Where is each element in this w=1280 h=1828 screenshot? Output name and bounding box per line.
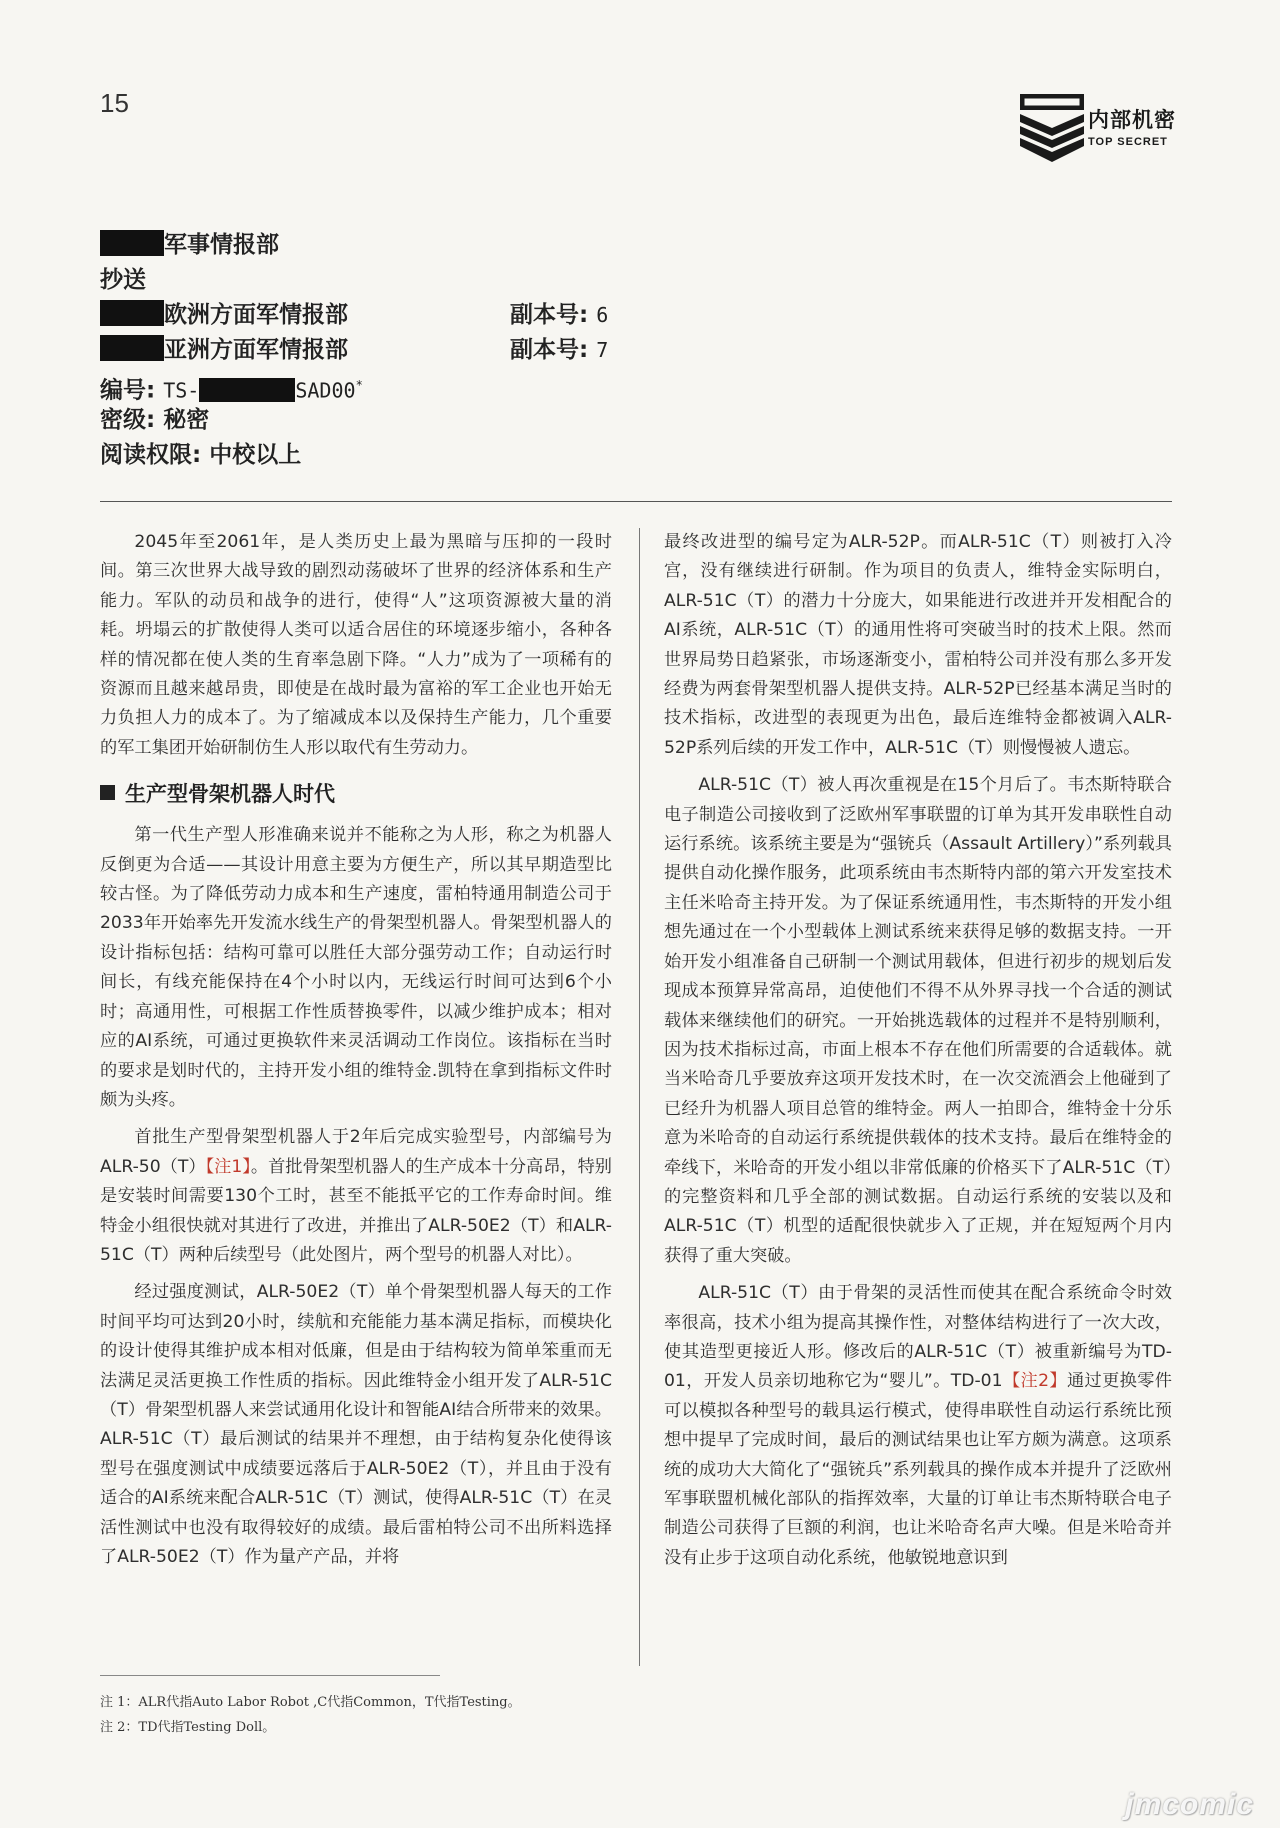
document-header xyxy=(100,228,620,473)
paragraph xyxy=(664,1279,1172,1573)
paragraph: 2045年至2061年，是人类历史上最为黑暗与压抑的一段时间。第三次世界大战导致的剧烈动荡破坏了世界的经济体系和生产能力。军队的动员和战争的进行，使得“人”这项资源被大量的消耗。坍塌云的扩散使得人类可以适合居住的环境逐步缩小，各种各样的情况都在使人类的生育率急剧下降。“人力”成为了一项稀有的资源而且越来越昂贵，即使是在战时最为富裕的军工企业也开始无力负担人力的成本了。为了缩减成本以及保持生产能力，几个重要的军工集团开始研制仿生人形以取代有生劳动力。 xyxy=(100,532,612,758)
top-secret-emblem-icon xyxy=(1018,92,1086,164)
top-secret-logo xyxy=(1088,104,1176,148)
paragraph-text: 首批生产型骨架型机器人于2年后完成实验型号，内部编号为ALR-50（T） xyxy=(100,1127,612,1177)
classification-line: 密级: 秘密 xyxy=(100,407,210,433)
section-heading-text: 生产型骨架机器人时代 xyxy=(125,782,335,807)
cc-asia-line xyxy=(100,333,620,368)
copy-label: 副本号: xyxy=(510,337,589,363)
paragraph-text: 。首批骨架型机器人的生产成本十分高昂，特别是安装时间需要130个工时，甚至不能抵平它的工作寿命时间。维特金小组很快就对其进行了改进，并推出了ALR-50E2（T）和ALR-51C（T）两种后续型号（此处图片，两个型号的机器人对比）。 xyxy=(100,1156,612,1265)
recipient-line xyxy=(100,228,620,263)
page-number: 15 xyxy=(100,88,129,118)
watermark: jmcomic xyxy=(1125,1788,1254,1821)
paragraph-text: ALR-51C（T）由于骨架的灵活性而使其在配合系统命令时效率很高，技术小组为提高其操作性，对整体结构进行了一次大改，使其造型更接近人形。修改后的ALR-51C（T）被重新编号为TD-01，开发人员亲切地称它为“婴儿”。TD-01 xyxy=(664,1283,1172,1392)
redaction-bar xyxy=(199,378,295,402)
black-square-icon xyxy=(100,785,115,800)
paragraph: 经过强度测试，ALR-50E2（T）单个骨架型机器人每天的工作时间平均可达到20小时，续航和充能能力基本满足指标，而模块化的设计使得其维护成本相对低廉，但是由于结构较为简单笨重而无法满足灵活更换工作性质的指标。因此维特金小组开发了ALR-51C（T）骨架型机器人来尝试通用化设计和智能AI结合所带来的效果。ALR-51C（T）最后测试的结果并不理想，由于结构复杂化使得该型号在强度测试中成绩要远落后于ALR-50E2（T），并且由于没有适合的AI系统来配合ALR-51C（T）测试，使得ALR-51C（T）在灵活性测试中也没有取得较好的成绩。最后雷柏特公司不出所料选择了ALR-50E2（T）作为量产产品，并将 xyxy=(100,1282,612,1567)
redaction-bar xyxy=(100,335,164,361)
number-suffix: SAD00 xyxy=(295,378,356,403)
footnotes xyxy=(100,1690,521,1740)
cc-line xyxy=(100,263,620,298)
number-prefix: TS- xyxy=(163,378,200,403)
recipient-name: 军事情报部 xyxy=(164,232,279,258)
copy-number: 7 xyxy=(596,338,609,362)
access-line: 阅读权限: 中校以上 xyxy=(100,442,302,468)
logo-en-text: TOP SECRET xyxy=(1088,136,1168,148)
paragraph: ALR-51C（T）被人再次重视是在15个月后了。韦杰斯特联合电子制造公司接收到了泛欧州军事联盟的订单为其开发串联性自动运行系统。该系统主要是为“强铳兵（Assault Artillery）”系列载具提供自动化操作服务，此项系统由韦杰斯特内部的第六开发室技术主任米哈奇主持开发。为了保证系统通用性，韦杰斯特的开发小组想先通过在一个小型载体上测试系统来获得足够的数据支持。一开始开发小组准备自己研制一个测试用载体，但进行初步的规划后发现成本预算异常高昂，迫使他们不得不从外界寻找一个合适的测试载体来继续他们的研究。一开始挑选载体的过程并不是特别顺利，因为技术指标过高，市面上根本不存在他们所需要的合适载体。就当米哈奇几乎要放弃这项开发技术时，在一次交流酒会上他碰到了已经升为机器人项目总管的维特金。两人一拍即合，维特金十分乐意为米哈奇的自动运行系统提供载体的技术支持。最后在维特金的牵线下，米哈奇的开发小组以非常低廉的价格买下了ALR-51C（T）的完整资料和几乎全部的测试数据。自动运行系统的安装以及和ALR-51C（T）机型的适配很快就步入了正规，并在短短两个月内获得了重大突破。 xyxy=(664,775,1172,1266)
paragraph-text: 通过更换零件可以模拟各种型号的载具运行模式，使得串联性自动运行系统比预想中提早了完成时间，最后的测试结果也让军方颇为满意。这项系统的成功大大简化了“强铳兵”系列载具的操作成本并提升了泛欧州军事联盟机械化部队的指挥效率，大量的订单让韦杰斯特联合电子制造公司获得了巨额的利润，也让米哈奇名声大噪。但是米哈奇并没有止步于这项自动化系统，他敏锐地意识到 xyxy=(664,1371,1172,1568)
column-divider xyxy=(639,528,640,1666)
footnote-1: 注 1：ALR代指Auto Labor Robot ,C代指Common，T代指Testing。 xyxy=(100,1695,521,1710)
paragraph: 第一代生产型人形准确来说并不能称之为人形，称之为机器人反倒更为合适——其设计用意主要为方便生产，所以其早期造型比较古怪。为了降低劳动力成本和生产速度，雷柏特通用制造公司于2033年开始率先开发流水线生产的骨架型机器人。骨架型机器人的设计指标包括：结构可靠可以胜任大部分强劳动工作；自动运行时间长，有线充能保持在4个小时以内，无线运行时间可达到6个小时；高通用性，可根据工作性质替换零件，以减少维护成本；相对应的AI系统，可通过更换软件来灵活调动工作岗位。该指标在当时的要求是划时代的，主持开发小组的维特金.凯特在拿到指标文件时颇为头疼。 xyxy=(100,825,612,1110)
copy-number: 6 xyxy=(596,303,609,327)
paragraph xyxy=(100,1123,612,1270)
footnote-2: 注 2：TD代指Testing Doll。 xyxy=(100,1720,276,1735)
number-label: 编号: xyxy=(100,377,156,404)
footnote-ref-1: 【注1】 xyxy=(205,1156,251,1177)
asia-copy-number xyxy=(510,333,608,368)
section-heading xyxy=(100,779,612,809)
cc-label: 抄送 xyxy=(100,267,146,293)
copy-label: 副本号: xyxy=(510,302,589,328)
footnote-divider xyxy=(100,1675,440,1676)
logo-cn-text: 内部机密 xyxy=(1088,107,1176,132)
paragraph: 最终改进型的编号定为ALR-52P。而ALR-51C（T）则被打入冷宫，没有继续进行研制。作为项目的负责人，维特金实际明白，ALR-51C（T）的潜力十分庞大，如果能进行改进并开发相配合的AI系统，ALR-51C（T）的通用性将可突破当时的技术上限。然而世界局势日趋紧张，市场逐渐变小，雷柏特公司并没有那么多开发经费为两套骨架型机器人提供支持。ALR-52P已经基本满足当时的技术指标，改进型的表现更为出色，最后连维特金都被调入ALR-52P系列后续的开发工作中，ALR-51C（T）则慢慢被人遗忘。 xyxy=(664,532,1172,758)
redaction-bar xyxy=(100,300,164,326)
footnote-ref-2: 【注2】 xyxy=(1002,1371,1067,1392)
cc-europe-name: 欧洲方面军情报部 xyxy=(164,302,348,328)
cc-asia-name: 亚洲方面军情报部 xyxy=(164,337,348,363)
header-divider xyxy=(100,501,1172,502)
redaction-bar xyxy=(100,230,164,256)
cc-europe-line xyxy=(100,298,620,333)
number-mark: * xyxy=(355,378,363,392)
left-column xyxy=(100,528,612,1580)
europe-copy-number xyxy=(510,298,608,333)
document-number-line xyxy=(100,368,620,403)
right-column xyxy=(664,528,1172,1581)
